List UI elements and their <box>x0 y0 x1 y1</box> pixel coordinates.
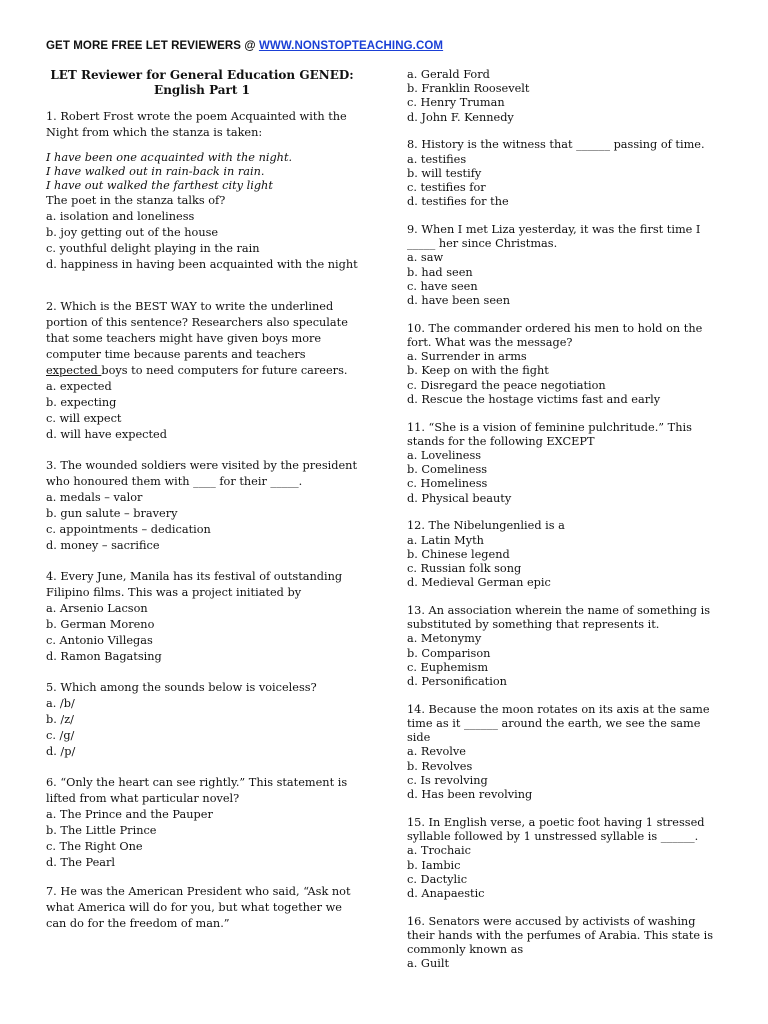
answer-option: c. testifies for <box>407 181 486 195</box>
question-stem: 6. “Only the heart can see rightly.” This statement is lifted from what particular novel? <box>46 776 348 805</box>
answer-option: a. testifies <box>407 152 467 166</box>
question-4 <box>46 569 358 665</box>
answer-option: c. Dactylic <box>407 872 468 886</box>
answer-option: d. will have expected <box>46 428 167 441</box>
answer-option: d. Has been revolving <box>407 788 533 802</box>
answer-option: c. will expect <box>46 412 122 425</box>
question-stem: 3. The wounded soldiers were visited by the president who honoured them with ____ for their _____. <box>46 459 357 488</box>
answer-option: b. Comparison <box>407 646 491 660</box>
answer-option: b. gun salute – bravery <box>46 507 178 520</box>
answer-option: c. The Right One <box>46 840 143 853</box>
website-link[interactable]: WWW.NONSTOPTEACHING.COM <box>258 40 444 52</box>
site-banner <box>46 40 746 52</box>
answer-option: c. Euphemism <box>407 660 489 674</box>
question-11 <box>407 421 721 506</box>
stem-text: 2. Which is the BEST WAY to write the underlined portion of this sentence? Researchers also speculate that some teachers might have given boys more computer time because parents and teachers <box>46 300 348 361</box>
answer-option: b. Chinese legend <box>407 547 510 561</box>
answer-option: a. Arsenio Lacson <box>46 602 148 615</box>
question-prompt: The poet in the stanza talks of? <box>46 194 226 207</box>
answer-option: a. Metonymy <box>407 632 482 646</box>
answer-option: d. Anapaestic <box>407 886 485 900</box>
answer-option: b. will testify <box>407 166 482 180</box>
question-7 <box>46 884 358 932</box>
answer-option: c. have seen <box>407 279 478 293</box>
answer-option: a. Guilt <box>407 957 449 971</box>
answer-option: c. Henry Truman <box>407 96 505 110</box>
answer-option: c. Disregard the peace negotiation <box>407 378 606 392</box>
question-stem <box>46 299 358 379</box>
question-stem: 16. Senators were accused by activists of washing their hands with the perfumes of Arabia. This state is commonly known as <box>407 914 714 957</box>
answer-option: b. Keep on with the fight <box>407 364 549 378</box>
question-5 <box>46 680 358 760</box>
answer-option: c. Russian folk song <box>407 562 522 576</box>
answer-option: a. saw <box>407 251 444 265</box>
answer-option: b. had seen <box>407 265 473 279</box>
answer-option: d. Ramon Bagatsing <box>46 650 162 663</box>
answer-option: c. Is revolving <box>407 773 488 787</box>
answer-option: b. expecting <box>46 396 117 409</box>
question-stem: 14. Because the moon rotates on its axis at the same time as it ______ around the earth, we see the same side <box>407 702 710 745</box>
answer-option: c. youthful delight playing in the rain <box>46 242 260 255</box>
answer-option: d. Personification <box>407 675 507 689</box>
answer-option: b. The Little Prince <box>46 824 157 837</box>
poem-line: I have out walked the farthest city light <box>46 179 273 192</box>
question-15 <box>407 816 721 901</box>
question-stem: 8. History is the witness that ______ passing of time. <box>407 138 705 152</box>
answer-option: a. The Prince and the Pauper <box>46 808 213 821</box>
answer-option: c. appointments – dedication <box>46 523 211 536</box>
document-title <box>46 68 358 98</box>
answer-option: b. Revolves <box>407 759 473 773</box>
answer-option: a. Gerald Ford <box>407 68 490 81</box>
answer-option: b. Iambic <box>407 858 461 872</box>
answer-option: d. The Pearl <box>46 856 116 869</box>
answer-option: d. /p/ <box>46 745 76 758</box>
answer-option: d. have been seen <box>407 294 510 308</box>
poem-line: I have been one acquainted with the night. <box>46 151 293 164</box>
left-column <box>46 68 358 947</box>
answer-option: a. isolation and loneliness <box>46 210 195 223</box>
answer-option: b. /z/ <box>46 713 74 726</box>
question-12 <box>407 519 721 590</box>
question-2 <box>46 299 358 443</box>
question-9 <box>407 223 721 308</box>
answer-option: a. medals – valor <box>46 491 143 504</box>
answer-option: d. John F. Kennedy <box>407 110 514 124</box>
question-13 <box>407 604 721 689</box>
question-stem: 5. Which among the sounds below is voiceless? <box>46 681 317 694</box>
poem-line: I have walked out in rain-back in rain. <box>46 165 265 178</box>
question-6 <box>46 775 358 871</box>
question-stem: 12. The Nibelungenlied is a <box>407 519 565 533</box>
question-stem: 10. The commander ordered his men to hold on the fort. What was the message? <box>407 321 703 350</box>
question-14 <box>407 703 721 802</box>
question-stem: 11. “She is a vision of feminine pulchritude.” This stands for the following EXCEPT <box>407 420 692 448</box>
answer-option: d. testifies for the <box>407 195 509 209</box>
answer-option: a. Loveliness <box>407 449 482 463</box>
question-stem: 9. When I met Liza yesterday, it was the first time I _____ her since Christmas. <box>407 223 701 251</box>
answer-option: a. Latin Myth <box>407 533 484 547</box>
answer-option: b. joy getting out of the house <box>46 226 219 239</box>
answer-option: d. Medieval German epic <box>407 576 551 590</box>
title-line-1: LET Reviewer for General Education GENED: <box>50 68 354 82</box>
title-line-2: English Part 1 <box>154 83 250 97</box>
answer-option: b. Franklin Roosevelt <box>407 82 530 96</box>
answer-option: c. Homeliness <box>407 477 488 491</box>
answer-option: c. Antonio Villegas <box>46 634 153 647</box>
right-column <box>407 68 721 985</box>
question-stem: 15. In English verse, a poetic foot having 1 stressed syllable followed by 1 unstressed syllable is ______. <box>407 815 705 844</box>
answer-option: c. /g/ <box>46 729 75 742</box>
answer-option: a. Surrender in arms <box>407 350 527 364</box>
answer-option: d. Physical beauty <box>407 491 512 505</box>
question-stem: 4. Every June, Manila has its festival of outstanding Filipino films. This was a project initiated by <box>46 570 343 599</box>
question-8 <box>407 138 721 209</box>
question-7-options <box>407 68 721 125</box>
question-10 <box>407 322 721 407</box>
answer-option: b. Comeliness <box>407 463 488 477</box>
stem-text: boys to need computers for future careers. <box>101 364 348 377</box>
answer-option: a. expected <box>46 380 112 393</box>
question-stem: 13. An association wherein the name of something is substituted by something that represents it. <box>407 604 711 632</box>
question-1 <box>46 109 358 273</box>
answer-option: a. /b/ <box>46 697 75 710</box>
answer-option: b. German Moreno <box>46 618 155 631</box>
answer-option: d. Rescue the hostage victims fast and early <box>407 392 661 406</box>
answer-option: d. money – sacrifice <box>46 539 160 552</box>
question-16 <box>407 915 721 972</box>
question-stem: 1. Robert Frost wrote the poem Acquainted with the Night from which the stanza is taken: <box>46 110 347 139</box>
question-3 <box>46 458 358 554</box>
underlined-word: expected <box>46 364 102 377</box>
answer-option: a. Revolve <box>407 745 466 759</box>
question-stem: 7. He was the American President who said, “Ask not what America will do for you, but what together we can do for the freedom of man.” <box>46 885 351 930</box>
banner-text: GET MORE FREE LET REVIEWERS @ <box>46 40 259 52</box>
answer-option: d. happiness in having been acquainted with the night <box>46 258 358 271</box>
answer-option: a. Trochaic <box>407 844 471 858</box>
